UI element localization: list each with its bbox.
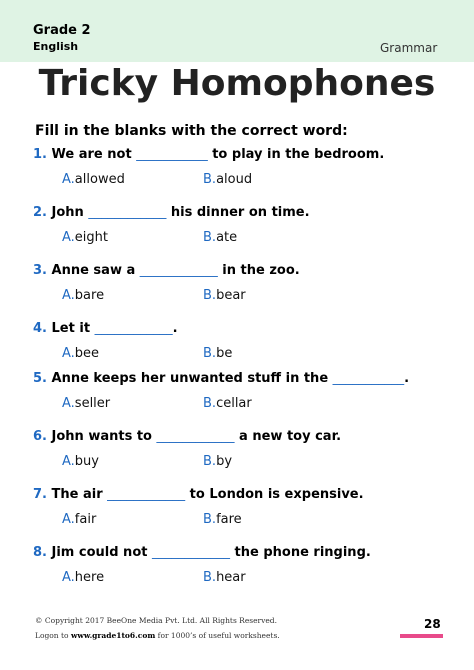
option-a-text: buy [74,454,99,469]
question-after: his dinner on time. [166,205,310,220]
option-a[interactable] [62,172,125,188]
question-after: in the zoo. [217,263,300,278]
option-b-text: by [216,454,233,469]
question-number: 6. [33,429,47,444]
topic-label: Grammar [380,41,438,55]
answer-blank[interactable]: ____________ [88,205,167,220]
question-text [33,263,300,279]
question-after: . [404,371,410,386]
option-b[interactable] [203,172,252,188]
option-a-letter: A. [62,172,75,187]
question-text [33,371,409,387]
option-b-letter: B. [203,288,217,303]
option-a[interactable] [62,230,108,246]
answer-blank[interactable]: ___________ [332,371,405,386]
question-item [0,545,474,595]
option-a-letter: A. [62,454,75,469]
question-text [33,545,371,561]
option-a[interactable] [62,346,99,362]
option-a[interactable] [62,454,99,470]
option-b-text: fare [216,512,242,527]
instruction-text: Fill in the blanks with the correct word: [35,123,348,139]
question-before: We are not [51,147,137,162]
question-before: John [51,205,89,220]
question-text [33,147,384,163]
question-text [33,487,364,503]
question-text [33,205,310,221]
question-number: 7. [33,487,47,502]
question-item [0,205,474,255]
option-a-text: seller [74,396,111,411]
question-after: to play in the bedroom. [207,147,385,162]
option-a-letter: A. [62,570,75,585]
grade-label: Grade 2 [33,23,91,38]
answer-blank[interactable]: ____________ [156,429,235,444]
option-a-letter: A. [62,288,75,303]
question-text [33,321,178,337]
option-b-letter: B. [203,172,217,187]
option-b-letter: B. [203,346,217,361]
option-b-text: aloud [216,172,253,187]
question-before: Jim could not [51,545,152,560]
question-after: a new toy car. [234,429,342,444]
option-b-text: ate [216,230,238,245]
footer-accent-bar [400,634,443,638]
answer-blank[interactable]: ___________ [136,147,208,162]
logon-prefix: Logon to [35,631,71,640]
logon-suffix: for 1000’s of useful worksheets. [155,631,280,640]
option-b-letter: B. [203,454,217,469]
option-b-text: be [216,346,233,361]
option-a[interactable] [62,570,104,586]
question-before: Let it [51,321,95,336]
question-after: the phone ringing. [230,545,371,560]
option-a-text: bare [74,288,105,303]
option-a-letter: A. [62,396,75,411]
question-item [0,429,474,479]
answer-blank[interactable]: ____________ [107,487,186,502]
question-item [0,371,474,421]
question-number: 1. [33,147,47,162]
option-b-text: cellar [216,396,252,411]
copyright-text: © Copyright 2017 BeeOne Media Pvt. Ltd. All Rights Reserved. [35,616,277,625]
option-a-text: allowed [74,172,125,187]
option-a-letter: A. [62,230,75,245]
question-after: . [172,321,178,336]
option-b[interactable] [203,230,237,246]
option-b-letter: B. [203,512,217,527]
option-b-text: hear [216,570,246,585]
question-before: John wants to [51,429,157,444]
option-a-letter: A. [62,346,75,361]
option-a-letter: A. [62,512,75,527]
option-a[interactable] [62,396,110,412]
question-item [0,147,474,197]
question-text [33,429,341,445]
option-b-letter: B. [203,396,217,411]
answer-blank[interactable]: ____________ [139,263,218,278]
question-before: Anne keeps her unwanted stuff in the [51,371,333,386]
option-a[interactable] [62,512,96,528]
question-number: 8. [33,545,47,560]
question-number: 5. [33,371,47,386]
question-item [0,263,474,313]
page-title: Tricky Homophones [38,63,436,104]
question-item [0,487,474,537]
question-after: to London is expensive. [185,487,364,502]
option-b[interactable] [203,570,246,586]
worksheet-header [0,0,474,62]
option-a-text: fair [74,512,97,527]
question-before: The air [51,487,108,502]
question-number: 3. [33,263,47,278]
option-b[interactable] [203,396,252,412]
question-number: 2. [33,205,47,220]
subject-label: English [33,40,79,53]
option-a[interactable] [62,288,104,304]
page-number: 28 [424,617,441,631]
option-b-letter: B. [203,570,217,585]
logon-text [35,631,280,640]
option-b-text: bear [216,288,246,303]
option-b[interactable] [203,454,232,470]
option-a-text: here [74,570,105,585]
option-a-text: eight [74,230,108,245]
question-number: 4. [33,321,47,336]
option-b[interactable] [203,512,242,528]
question-item [0,321,474,371]
option-b-letter: B. [203,230,217,245]
option-b[interactable] [203,346,232,362]
answer-blank[interactable]: ____________ [94,321,173,336]
question-before: Anne saw a [51,263,140,278]
option-b[interactable] [203,288,246,304]
site-link[interactable]: www.grade1to6.com [70,631,156,640]
option-a-text: bee [74,346,100,361]
answer-blank[interactable]: ____________ [152,545,230,560]
